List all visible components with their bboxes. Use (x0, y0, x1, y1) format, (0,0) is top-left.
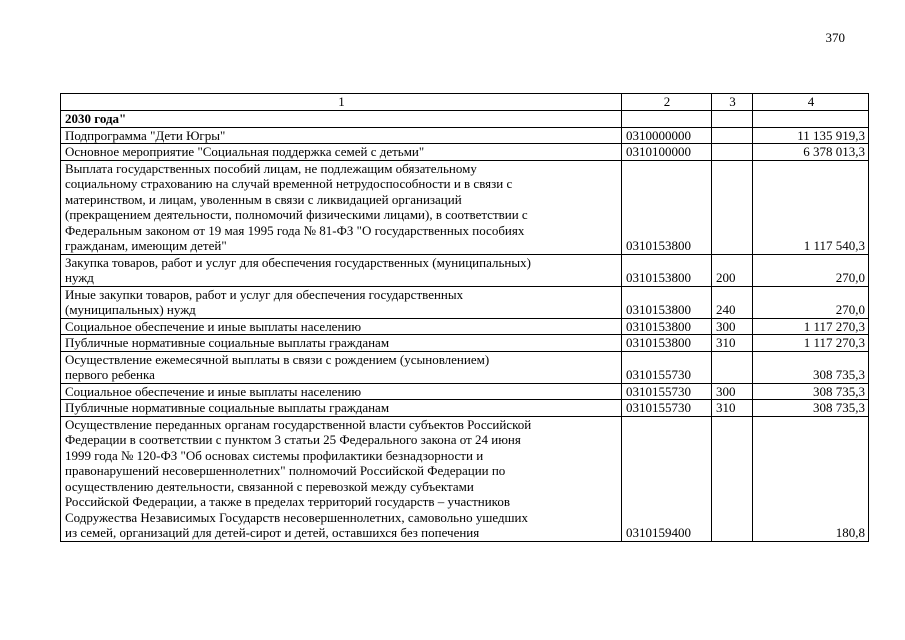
table-row (61, 160, 869, 254)
table-row (61, 254, 869, 286)
row-code: 0310155730 (622, 400, 712, 417)
row-name: Осуществление переданных органам государственной власти субъектов Российской Федерации в соответствии с пунктом 3 статьи 25 Федерального закона от 24 июня 1999 года № 120-ФЗ "Об основах системы профилактики безнадзорности и правонарушений несовершеннолетних" полномочий Российской Федерации по осуществлению деятельности, связанной с перевозкой между субъектами Российской Федерации, а также в пределах территорий государств – участников Содружества Независимых Государств несовершеннолетних, самовольно ушедших из семей, организаций для детей-сирот и детей, оставшихся без попечения (61, 416, 622, 541)
row-amount: 308 735,3 (753, 383, 869, 400)
row-code: 0310100000 (622, 144, 712, 161)
row-amount: 6 378 013,3 (753, 144, 869, 161)
row-amount: 1 117 540,3 (753, 160, 869, 254)
page-number: 370 (825, 30, 845, 45)
table-row (61, 318, 869, 335)
row-type: 310 (712, 335, 753, 352)
row-code: 0310153800 (622, 335, 712, 352)
header-col-2: 2 (622, 94, 712, 111)
row-name: Закупка товаров, работ и услуг для обеспечения государственных (муниципальных) нужд (61, 254, 622, 286)
row-name: Иные закупки товаров, работ и услуг для обеспечения государственных (муниципальных) нужд (61, 286, 622, 318)
row-code (622, 111, 712, 128)
table-row (61, 416, 869, 541)
row-code: 0310000000 (622, 127, 712, 144)
row-code: 0310159400 (622, 416, 712, 541)
row-amount: 308 735,3 (753, 351, 869, 383)
row-type (712, 160, 753, 254)
header-col-4: 4 (753, 94, 869, 111)
row-name: Публичные нормативные социальные выплаты гражданам (61, 335, 622, 352)
row-code: 0310155730 (622, 351, 712, 383)
row-type (712, 351, 753, 383)
row-type (712, 416, 753, 541)
row-type (712, 127, 753, 144)
row-name: Публичные нормативные социальные выплаты гражданам (61, 400, 622, 417)
row-code: 0310153800 (622, 318, 712, 335)
row-type: 240 (712, 286, 753, 318)
table-row (61, 144, 869, 161)
row-code: 0310153800 (622, 254, 712, 286)
table-row (61, 400, 869, 417)
row-type: 300 (712, 383, 753, 400)
row-name: Основное мероприятие "Социальная поддержка семей с детьми" (61, 144, 622, 161)
row-amount: 11 135 919,3 (753, 127, 869, 144)
row-amount: 270,0 (753, 254, 869, 286)
row-name: Социальное обеспечение и иные выплаты населению (61, 318, 622, 335)
row-amount: 308 735,3 (753, 400, 869, 417)
header-col-3: 3 (712, 94, 753, 111)
header-col-1: 1 (61, 94, 622, 111)
row-amount: 270,0 (753, 286, 869, 318)
row-amount: 1 117 270,3 (753, 318, 869, 335)
row-type: 310 (712, 400, 753, 417)
table-row (61, 286, 869, 318)
table-row (61, 111, 869, 128)
row-code: 0310153800 (622, 160, 712, 254)
table-row (61, 351, 869, 383)
row-name: 2030 года" (61, 111, 622, 128)
row-type: 300 (712, 318, 753, 335)
budget-table (60, 93, 869, 542)
row-amount: 1 117 270,3 (753, 335, 869, 352)
row-type (712, 144, 753, 161)
row-name: Подпрограмма "Дети Югры" (61, 127, 622, 144)
table-row (61, 383, 869, 400)
row-type (712, 111, 753, 128)
row-name: Социальное обеспечение и иные выплаты населению (61, 383, 622, 400)
row-name: Выплата государственных пособий лицам, не подлежащим обязательному социальному страхованию на случай временной нетрудоспособности и в связи с материнством, и лицам, уволенным в связи с ликвидацией организаций (прекращением деятельности, полномочий физическими лицами), в соответствии с Федеральным законом от 19 мая 1995 года № 81-ФЗ "О государственных пособиях гражданам, имеющим детей" (61, 160, 622, 254)
row-amount: 180,8 (753, 416, 869, 541)
table-header-row (61, 94, 869, 111)
table-row (61, 127, 869, 144)
row-type: 200 (712, 254, 753, 286)
row-code: 0310153800 (622, 286, 712, 318)
table-row (61, 335, 869, 352)
row-name: Осуществление ежемесячной выплаты в связи с рождением (усыновлением) первого ребенка (61, 351, 622, 383)
row-code: 0310155730 (622, 383, 712, 400)
row-amount (753, 111, 869, 128)
